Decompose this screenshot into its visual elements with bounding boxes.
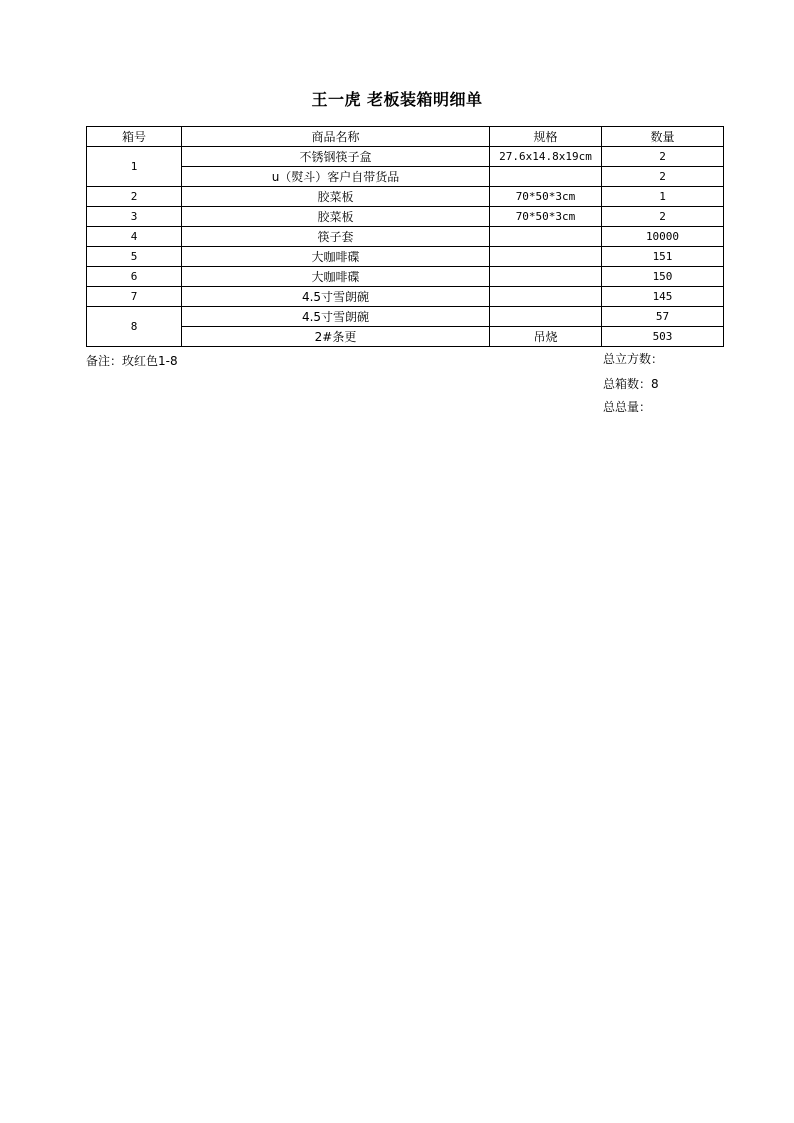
table-row — [87, 247, 724, 267]
product-name-cell: 4.5寸雪朗碗 — [182, 307, 490, 327]
header-box-no: 箱号 — [87, 127, 182, 147]
table-row — [87, 307, 724, 327]
quantity-cell: 2 — [602, 207, 724, 227]
table-row — [87, 187, 724, 207]
product-name-cell: 胶菜板 — [182, 187, 490, 207]
header-product-name: 商品名称 — [182, 127, 490, 147]
header-spec: 规格 — [490, 127, 602, 147]
total-boxes-label: 总箱数：8 — [603, 377, 659, 391]
box-no-cell: 5 — [87, 247, 182, 267]
quantity-cell: 2 — [602, 167, 724, 187]
spec-cell — [490, 267, 602, 287]
quantity-cell: 57 — [602, 307, 724, 327]
page-title: 王一虎 老板装箱明细单 — [311, 90, 483, 109]
product-name-cell: 2#条更 — [182, 327, 490, 347]
table-row — [87, 287, 724, 307]
product-name-cell: 胶菜板 — [182, 207, 490, 227]
quantity-cell: 1 — [602, 187, 724, 207]
packing-list-table — [86, 126, 724, 347]
table-row — [87, 327, 724, 347]
remark-note: 备注：玫红色1-8 — [86, 354, 178, 368]
quantity-cell: 145 — [602, 287, 724, 307]
product-name-cell: 筷子套 — [182, 227, 490, 247]
product-name-cell: 大咖啡碟 — [182, 267, 490, 287]
header-quantity: 数量 — [602, 127, 724, 147]
box-no-cell: 7 — [87, 287, 182, 307]
table-row — [87, 147, 724, 167]
spec-cell — [490, 307, 602, 327]
table-header-row — [87, 127, 724, 147]
spec-cell: 70*50*3cm — [490, 187, 602, 207]
quantity-cell: 10000 — [602, 227, 724, 247]
spec-cell — [490, 287, 602, 307]
product-name-cell: 4.5寸雪朗碗 — [182, 287, 490, 307]
table-row — [87, 267, 724, 287]
box-no-cell: 3 — [87, 207, 182, 227]
spec-cell: 27.6x14.8x19cm — [490, 147, 602, 167]
box-no-cell: 1 — [87, 147, 182, 187]
product-name-cell: 不锈钢筷子盒 — [182, 147, 490, 167]
spec-cell — [490, 247, 602, 267]
product-name-cell: u（熨斗）客户自带货品 — [182, 167, 490, 187]
quantity-cell: 2 — [602, 147, 724, 167]
box-no-cell: 2 — [87, 187, 182, 207]
spec-cell — [490, 167, 602, 187]
quantity-cell: 503 — [602, 327, 724, 347]
table-row — [87, 167, 724, 187]
quantity-cell: 151 — [602, 247, 724, 267]
quantity-cell: 150 — [602, 267, 724, 287]
spec-cell — [490, 227, 602, 247]
product-name-cell: 大咖啡碟 — [182, 247, 490, 267]
total-volume-label: 总立方数： — [603, 352, 664, 366]
spec-cell: 吊烧 — [490, 327, 602, 347]
table-row — [87, 227, 724, 247]
box-no-cell: 6 — [87, 267, 182, 287]
box-no-cell: 4 — [87, 227, 182, 247]
spec-cell: 70*50*3cm — [490, 207, 602, 227]
table-row — [87, 207, 724, 227]
box-no-cell: 8 — [87, 307, 182, 347]
total-quantity-label: 总总量： — [603, 400, 652, 414]
